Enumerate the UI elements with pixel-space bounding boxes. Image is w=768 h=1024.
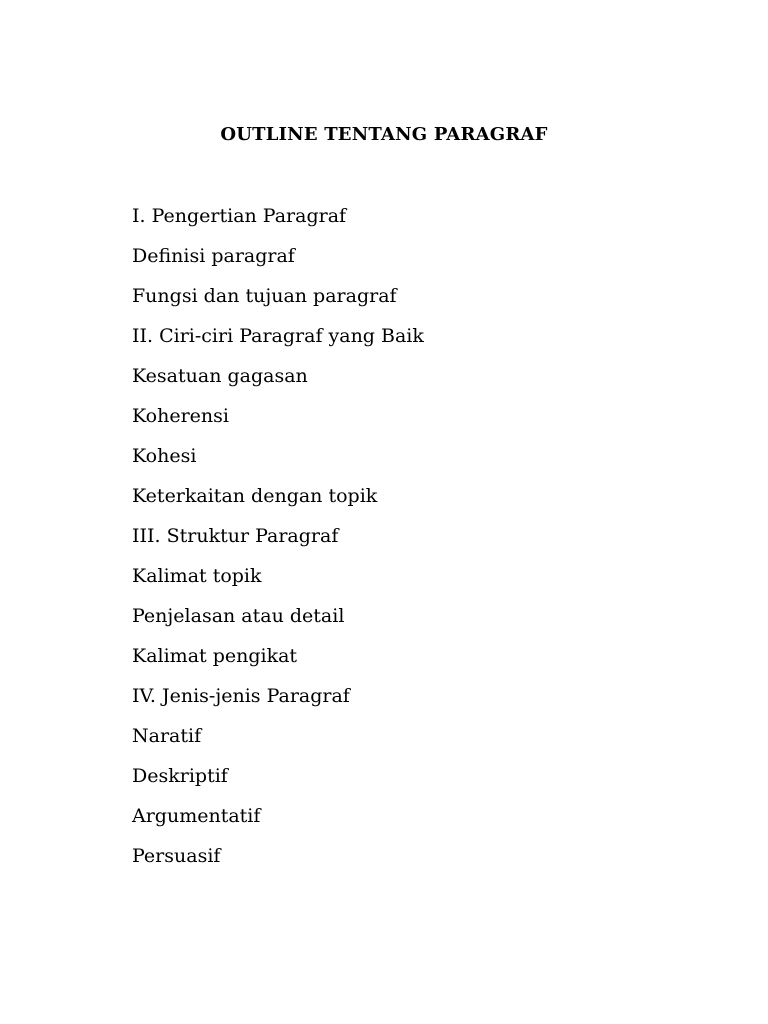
document-title: OUTLINE TENTANG PARAGRAF bbox=[220, 124, 548, 145]
outline-item: Argumentatif bbox=[132, 805, 261, 827]
outline-item: Kalimat pengikat bbox=[132, 645, 298, 667]
outline-section-heading: I. Pengertian Paragraf bbox=[132, 205, 347, 227]
outline-item: Kohesi bbox=[132, 445, 197, 467]
outline-item: Penjelasan atau detail bbox=[132, 605, 345, 627]
outline-item: Definisi paragraf bbox=[132, 245, 295, 267]
outline-item: Deskriptif bbox=[132, 765, 228, 787]
outline-item: Keterkaitan dengan topik bbox=[132, 485, 378, 507]
outline-section-heading: II. Ciri-ciri Paragraf yang Baik bbox=[132, 325, 424, 347]
outline-item: Naratif bbox=[132, 725, 202, 747]
outline-section-heading: IV. Jenis-jenis Paragraf bbox=[132, 685, 350, 707]
outline-item: Koherensi bbox=[132, 405, 229, 427]
outline-item: Persuasif bbox=[132, 845, 221, 867]
outline-section-heading: III. Struktur Paragraf bbox=[132, 525, 339, 547]
outline-item: Kalimat topik bbox=[132, 565, 262, 587]
outline-item: Fungsi dan tujuan paragraf bbox=[132, 285, 397, 307]
outline-item: Kesatuan gagasan bbox=[132, 365, 308, 387]
outline-list bbox=[132, 202, 424, 882]
